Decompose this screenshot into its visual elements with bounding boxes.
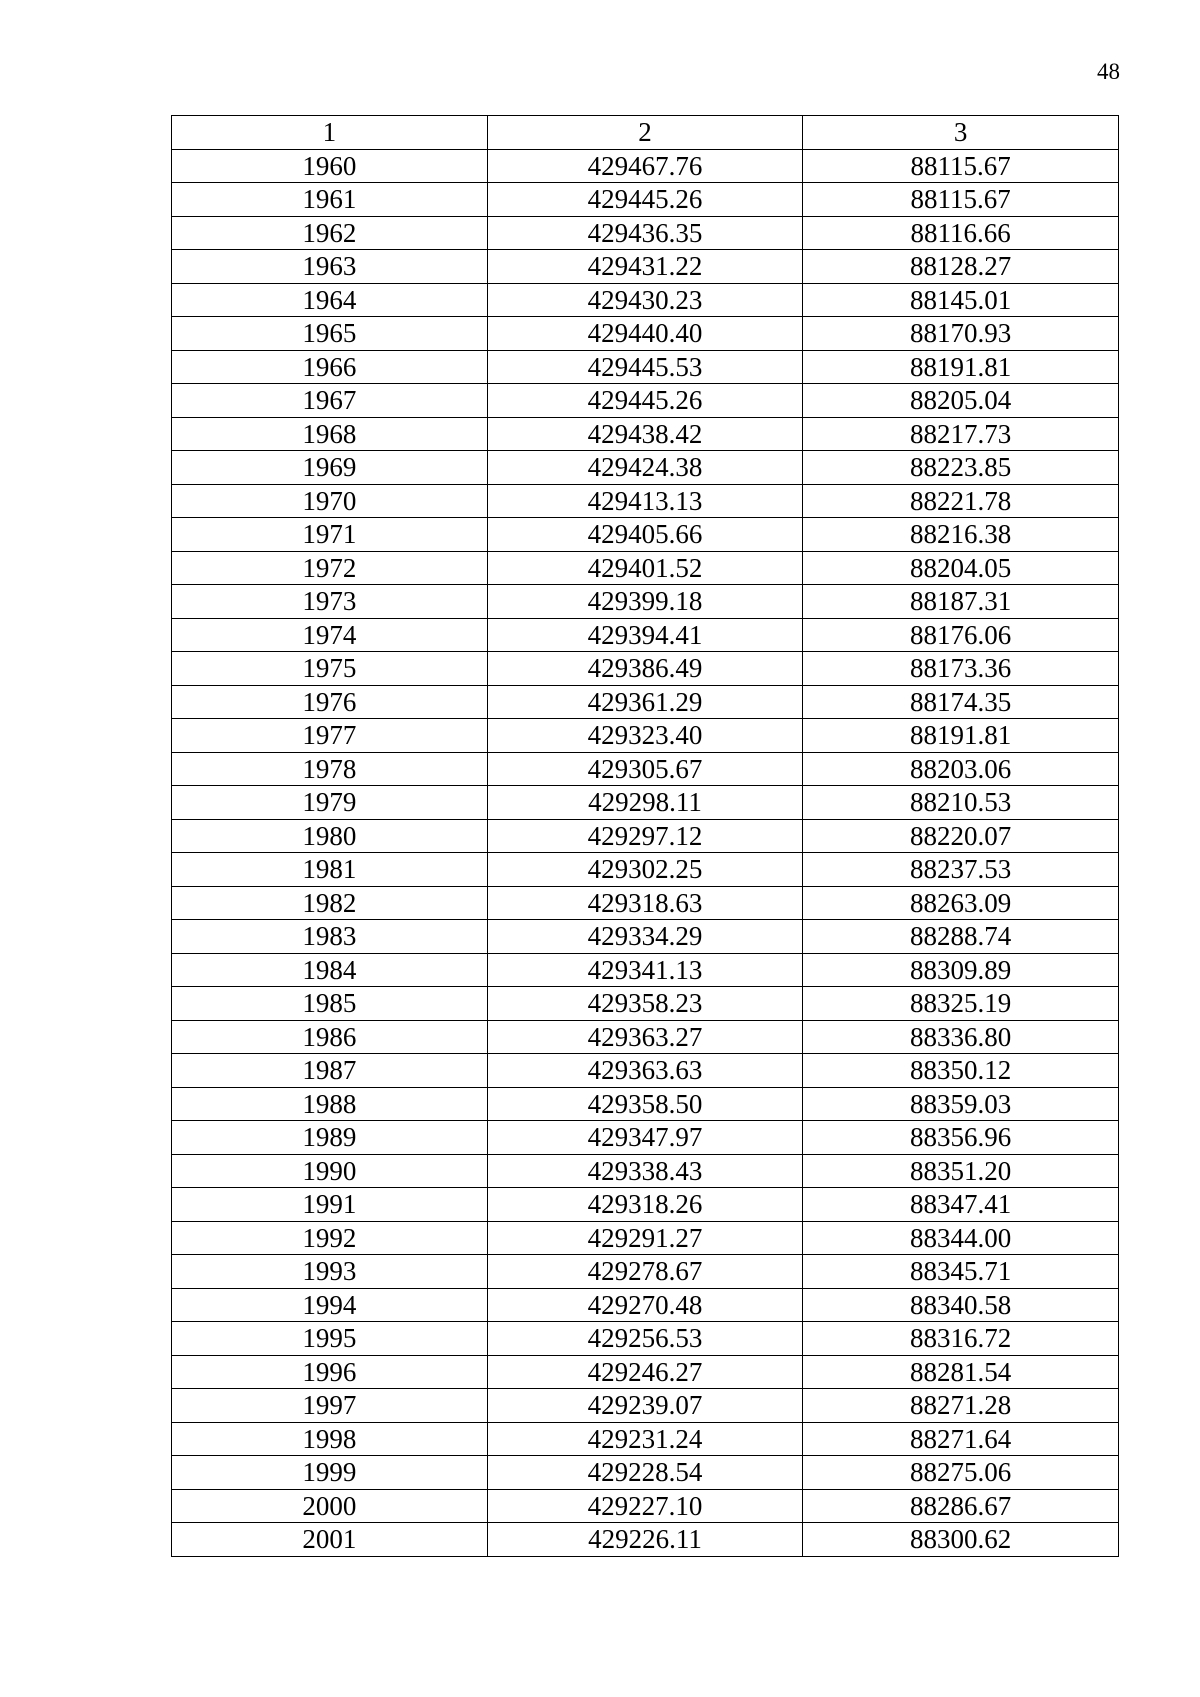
data-table [171, 115, 1119, 1557]
table-cell-col-2: 429278.67 [487, 1255, 803, 1289]
table-cell-col-3: 88271.64 [803, 1422, 1119, 1456]
table-cell-col-2: 429358.50 [487, 1087, 803, 1121]
table-cell-col-2: 429256.53 [487, 1322, 803, 1356]
table-cell-col-3: 88309.89 [803, 953, 1119, 987]
table-cell-col-3: 88216.38 [803, 518, 1119, 552]
table-cell-col-2: 429239.07 [487, 1389, 803, 1423]
table-cell-col-1: 1960 [172, 149, 488, 183]
table-row [172, 384, 1119, 418]
table-cell-col-1: 1985 [172, 987, 488, 1021]
table-row [172, 518, 1119, 552]
table-cell-col-3: 88187.31 [803, 585, 1119, 619]
table-row [172, 585, 1119, 619]
table-row [172, 1221, 1119, 1255]
table-cell-col-2: 429445.26 [487, 384, 803, 418]
table-cell-col-3: 88356.96 [803, 1121, 1119, 1155]
table-cell-col-3: 88174.35 [803, 685, 1119, 719]
column-header-1: 1 [172, 116, 488, 150]
table-cell-col-1: 1965 [172, 317, 488, 351]
table-cell-col-1: 2000 [172, 1489, 488, 1523]
table-row [172, 1489, 1119, 1523]
table-cell-col-3: 88221.78 [803, 484, 1119, 518]
table-row [172, 183, 1119, 217]
table-cell-col-1: 1986 [172, 1020, 488, 1054]
table-cell-col-3: 88170.93 [803, 317, 1119, 351]
table-cell-col-3: 88191.81 [803, 719, 1119, 753]
table-cell-col-3: 88176.06 [803, 618, 1119, 652]
table-cell-col-2: 429226.11 [487, 1523, 803, 1557]
table-row [172, 317, 1119, 351]
table-row [172, 484, 1119, 518]
table-cell-col-2: 429341.13 [487, 953, 803, 987]
table-cell-col-3: 88116.66 [803, 216, 1119, 250]
table-cell-col-2: 429302.25 [487, 853, 803, 887]
table-cell-col-2: 429334.29 [487, 920, 803, 954]
table-row [172, 1523, 1119, 1557]
table-cell-col-1: 1963 [172, 250, 488, 284]
table-cell-col-1: 1993 [172, 1255, 488, 1289]
table-row [172, 920, 1119, 954]
table-row [172, 451, 1119, 485]
table-cell-col-3: 88286.67 [803, 1489, 1119, 1523]
table-cell-col-1: 1976 [172, 685, 488, 719]
table-cell-col-1: 1970 [172, 484, 488, 518]
table-row [172, 752, 1119, 786]
table-cell-col-3: 88205.04 [803, 384, 1119, 418]
table-row [172, 853, 1119, 887]
table-cell-col-3: 88210.53 [803, 786, 1119, 820]
table-cell-col-3: 88275.06 [803, 1456, 1119, 1490]
table-cell-col-3: 88300.62 [803, 1523, 1119, 1557]
table-row [172, 1087, 1119, 1121]
table-cell-col-2: 429270.48 [487, 1288, 803, 1322]
table-cell-col-2: 429405.66 [487, 518, 803, 552]
table-row [172, 886, 1119, 920]
table-cell-col-1: 1968 [172, 417, 488, 451]
table-cell-col-3: 88263.09 [803, 886, 1119, 920]
table-row [172, 786, 1119, 820]
table-cell-col-1: 1991 [172, 1188, 488, 1222]
table-cell-col-3: 88316.72 [803, 1322, 1119, 1356]
table-cell-col-1: 1966 [172, 350, 488, 384]
table-cell-col-2: 429361.29 [487, 685, 803, 719]
table-cell-col-2: 429305.67 [487, 752, 803, 786]
table-row [172, 350, 1119, 384]
table-cell-col-1: 1982 [172, 886, 488, 920]
table-row [172, 987, 1119, 1021]
table-cell-col-2: 429399.18 [487, 585, 803, 619]
table-cell-col-3: 88347.41 [803, 1188, 1119, 1222]
table-row [172, 1054, 1119, 1088]
table-cell-col-3: 88145.01 [803, 283, 1119, 317]
table-cell-col-2: 429438.42 [487, 417, 803, 451]
table-row [172, 1255, 1119, 1289]
table-cell-col-1: 1983 [172, 920, 488, 954]
table-cell-col-3: 88203.06 [803, 752, 1119, 786]
table-cell-col-2: 429297.12 [487, 819, 803, 853]
table-row [172, 551, 1119, 585]
table-row [172, 819, 1119, 853]
table-row [172, 1389, 1119, 1423]
table-body [172, 149, 1119, 1556]
table-cell-col-1: 1996 [172, 1355, 488, 1389]
table-cell-col-2: 429323.40 [487, 719, 803, 753]
table-cell-col-2: 429445.26 [487, 183, 803, 217]
table-cell-col-2: 429363.27 [487, 1020, 803, 1054]
table-cell-col-1: 1980 [172, 819, 488, 853]
table-cell-col-1: 1990 [172, 1154, 488, 1188]
table-cell-col-2: 429363.63 [487, 1054, 803, 1088]
table-cell-col-1: 1981 [172, 853, 488, 887]
table-cell-col-1: 1967 [172, 384, 488, 418]
table-cell-col-3: 88281.54 [803, 1355, 1119, 1389]
table-row [172, 685, 1119, 719]
table-row [172, 1322, 1119, 1356]
table-cell-col-2: 429394.41 [487, 618, 803, 652]
table-cell-col-1: 1978 [172, 752, 488, 786]
column-header-2: 2 [487, 116, 803, 150]
table-cell-col-2: 429431.22 [487, 250, 803, 284]
table-row [172, 652, 1119, 686]
table-cell-col-1: 1973 [172, 585, 488, 619]
table-cell-col-2: 429467.76 [487, 149, 803, 183]
table-cell-col-1: 1977 [172, 719, 488, 753]
table-cell-col-3: 88220.07 [803, 819, 1119, 853]
table-cell-col-3: 88204.05 [803, 551, 1119, 585]
table-cell-col-2: 429386.49 [487, 652, 803, 686]
table-cell-col-2: 429227.10 [487, 1489, 803, 1523]
table-cell-col-3: 88351.20 [803, 1154, 1119, 1188]
table-cell-col-1: 1975 [172, 652, 488, 686]
table-cell-col-3: 88325.19 [803, 987, 1119, 1021]
table-cell-col-2: 429440.40 [487, 317, 803, 351]
table-row [172, 1154, 1119, 1188]
table-header [172, 116, 1119, 150]
table-cell-col-2: 429231.24 [487, 1422, 803, 1456]
column-header-3: 3 [803, 116, 1119, 150]
table-cell-col-3: 88336.80 [803, 1020, 1119, 1054]
table-cell-col-2: 429291.27 [487, 1221, 803, 1255]
table-row [172, 216, 1119, 250]
table-cell-col-1: 1999 [172, 1456, 488, 1490]
table-row [172, 1188, 1119, 1222]
table-cell-col-3: 88223.85 [803, 451, 1119, 485]
table-cell-col-1: 1969 [172, 451, 488, 485]
table-cell-col-3: 88217.73 [803, 417, 1119, 451]
table-cell-col-1: 1984 [172, 953, 488, 987]
table-cell-col-2: 429228.54 [487, 1456, 803, 1490]
table-row [172, 1456, 1119, 1490]
table-cell-col-2: 429347.97 [487, 1121, 803, 1155]
table-cell-col-2: 429413.13 [487, 484, 803, 518]
table-cell-col-3: 88173.36 [803, 652, 1119, 686]
table-cell-col-2: 429445.53 [487, 350, 803, 384]
table-cell-col-3: 88115.67 [803, 149, 1119, 183]
table-cell-col-1: 1972 [172, 551, 488, 585]
table-cell-col-1: 1994 [172, 1288, 488, 1322]
header-row [172, 116, 1119, 150]
table-cell-col-3: 88237.53 [803, 853, 1119, 887]
table-cell-col-1: 1995 [172, 1322, 488, 1356]
table-cell-col-3: 88115.67 [803, 183, 1119, 217]
table-cell-col-3: 88191.81 [803, 350, 1119, 384]
table-cell-col-2: 429401.52 [487, 551, 803, 585]
table-cell-col-3: 88350.12 [803, 1054, 1119, 1088]
table-cell-col-2: 429338.43 [487, 1154, 803, 1188]
table-cell-col-2: 429318.63 [487, 886, 803, 920]
table-row [172, 953, 1119, 987]
table-row [172, 719, 1119, 753]
page-number: 48 [1097, 59, 1120, 84]
table-cell-col-3: 88345.71 [803, 1255, 1119, 1289]
table-cell-col-1: 1989 [172, 1121, 488, 1155]
table-cell-col-1: 1992 [172, 1221, 488, 1255]
table-row [172, 417, 1119, 451]
table-cell-col-3: 88344.00 [803, 1221, 1119, 1255]
table-row [172, 1422, 1119, 1456]
table-row [172, 1288, 1119, 1322]
table-cell-col-1: 1961 [172, 183, 488, 217]
table-row [172, 1121, 1119, 1155]
table-cell-col-1: 1974 [172, 618, 488, 652]
table-cell-col-2: 429318.26 [487, 1188, 803, 1222]
table-cell-col-1: 1962 [172, 216, 488, 250]
table-cell-col-2: 429298.11 [487, 786, 803, 820]
table-row [172, 250, 1119, 284]
table-cell-col-1: 1987 [172, 1054, 488, 1088]
table-cell-col-1: 2001 [172, 1523, 488, 1557]
table-row [172, 1355, 1119, 1389]
table-row [172, 1020, 1119, 1054]
table-cell-col-2: 429430.23 [487, 283, 803, 317]
table-row [172, 149, 1119, 183]
table-cell-col-2: 429424.38 [487, 451, 803, 485]
table-cell-col-3: 88128.27 [803, 250, 1119, 284]
table-cell-col-3: 88340.58 [803, 1288, 1119, 1322]
table-cell-col-1: 1964 [172, 283, 488, 317]
table-cell-col-2: 429246.27 [487, 1355, 803, 1389]
table-cell-col-1: 1988 [172, 1087, 488, 1121]
table-cell-col-3: 88288.74 [803, 920, 1119, 954]
table-cell-col-2: 429436.35 [487, 216, 803, 250]
table-cell-col-2: 429358.23 [487, 987, 803, 1021]
table-cell-col-1: 1971 [172, 518, 488, 552]
table-row [172, 283, 1119, 317]
table-cell-col-1: 1998 [172, 1422, 488, 1456]
table-cell-col-3: 88359.03 [803, 1087, 1119, 1121]
table-cell-col-3: 88271.28 [803, 1389, 1119, 1423]
table-row [172, 618, 1119, 652]
table-cell-col-1: 1979 [172, 786, 488, 820]
table-cell-col-1: 1997 [172, 1389, 488, 1423]
